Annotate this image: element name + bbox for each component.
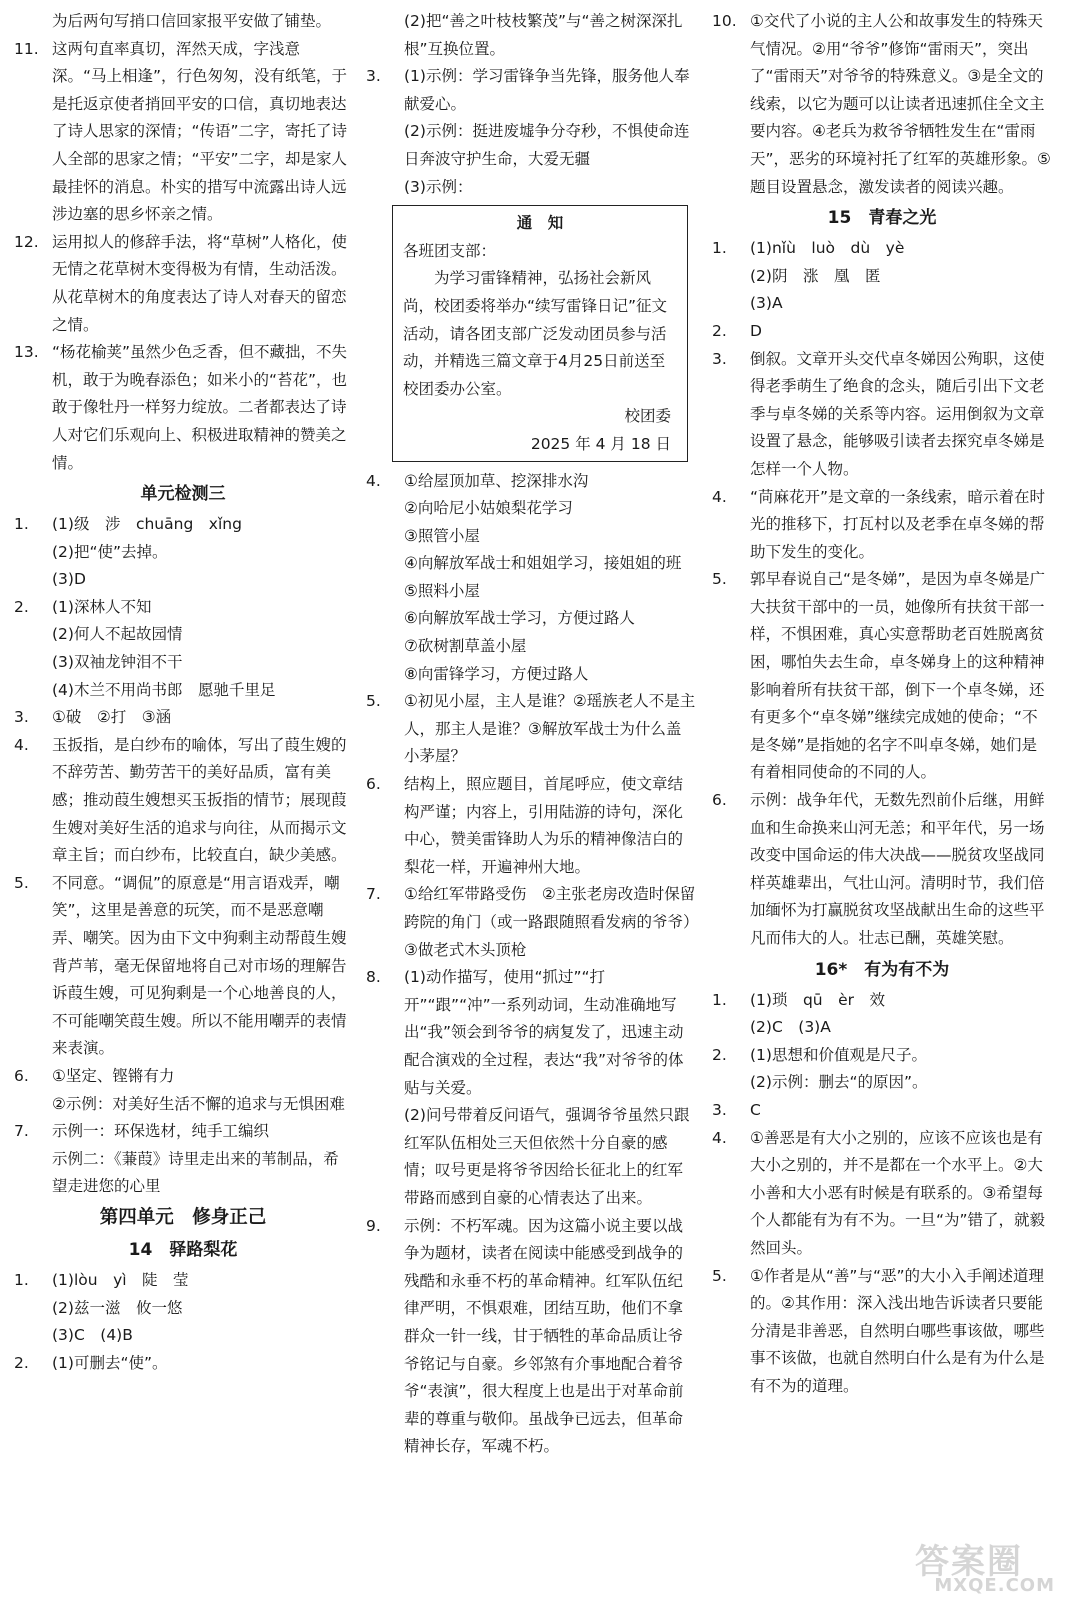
answer-line: ①善恶是有大小之别的，应该不应该也是有大小之别的，并不是都在一个水平上。②大小善和大小恶有时候是有联系的。③希望每个人都能有为有不为。一旦“为”错了，就毅然回头。: [750, 1128, 1046, 1257]
answer-item: [14, 1118, 352, 1201]
answer-line: (2)把“善之叶枝枝繁茂”与“善之树深深扎根”互换位置。: [404, 12, 683, 58]
notice-body: 为学习雷锋精神，弘扬社会新风尚，校团委将举办“续写雷锋日记”征文活动，请各团支部广泛发动团员参与活动，并精选三篇文章于4月25日前送至校团委办公室。: [403, 269, 668, 398]
section-heading: 15 青春之光: [827, 208, 937, 229]
answer-item: [14, 1267, 352, 1350]
answer-line: ①破 ②打 ③涵: [52, 708, 172, 727]
answer-item: [712, 1042, 1052, 1097]
answer-item: [712, 566, 1052, 787]
answer-body: [750, 346, 1052, 484]
answer-column-middle: [366, 8, 707, 1461]
answer-body: [52, 36, 352, 229]
answer-line: (2)问号带着反问语气，强调爷爷虽然只跟红军队伍相处三天但依然十分自豪的感情；叹号更是将爷爷因给长征北上的红军带路而感到自豪的心情表达了出来。: [404, 1106, 690, 1207]
answer-line: (1)级 涉 chuāng xǐng: [52, 515, 242, 534]
answer-line: ①交代了小说的主人公和故事发生的特殊天气情况。②用“爷爷”修饰“雷雨天”，突出了“雷雨天”对爷爷的特殊意义。③是全文的线索，以它为题可以让读者迅速抓住全文主要内容。④老兵为救爷爷牺牲发生在“雷雨天”，恶劣的环境衬托了红军的英雄形象。⑤题目设置悬念，激发读者的阅读兴趣。: [750, 12, 1051, 196]
answer-item: [14, 1350, 352, 1378]
answer-item: [366, 881, 707, 964]
section-heading: 第四单元 修身正己: [99, 1206, 267, 1228]
answer-body: [404, 771, 696, 881]
answer-line: ①给屋顶加草、挖深排水沟: [404, 471, 589, 490]
answer-item: [366, 1213, 696, 1461]
question-number: 8.: [366, 968, 381, 987]
answer-body: [404, 63, 696, 201]
answer-item: [366, 964, 696, 1212]
answer-item: [14, 704, 352, 732]
answer-line: ⑥向解放军战士学习，方便过路人: [404, 609, 635, 628]
answer-line: (2)C (3)A: [750, 1018, 831, 1037]
answer-body: [52, 339, 352, 477]
answer-body: [750, 1125, 1052, 1263]
answer-line: ①初见小屋，主人是谁？②瑶族老人不是主人，那主人是谁？③解放军战士为什么盖小茅屋？: [404, 692, 696, 766]
answer-line: 这两句直率真切，浑然天成，字浅意深。“马上相逢”，行色匆匆，没有纸笔，于是托返京使者捎回平安的口信，真切地表达了诗人思家的深情；“传语”二字，寄托了诗人全部的思家之情；“平安”二字，却是家人最挂怀的消息。朴实的措写中流露出诗人远涉边塞的思乡怀亲之情。: [52, 39, 348, 224]
answer-body: [750, 8, 1052, 201]
answer-body: [404, 964, 696, 1212]
answer-line: (2)示例：挺进废墟争分夺秒，不惧使命连日奔波守护生命，大爱无疆: [404, 122, 690, 168]
question-number: 11.: [14, 39, 39, 58]
answer-line: (1)动作描写，使用“抓过”“打开”“跟”“冲”一系列动词，生动准确地写出“我”领会到爷爷的病复发了，迅速主动配合演戏的全过程，表达“我”对爷爷的体贴与关爱。: [404, 968, 684, 1097]
answer-body: [52, 229, 352, 339]
answer-body: [750, 318, 1052, 346]
answer-body: [52, 1267, 352, 1350]
answer-line: ⑦砍树割草盖小屋: [404, 637, 527, 656]
answer-line: 不同意。“调侃”的原意是“用言语戏弄，嘲笑”，这里是善意的玩笑，而不是恶意嘲弄、嘲笑。因为由下文中狗剩主动帮葭生嫂背芦苇，毫无保留地将自己对市场的理解告诉葭生嫂，可见狗剩是一个心地善良的人，不可能嘲笑葭生嫂。所以不能用嘲弄的表情来表演。: [52, 873, 347, 1058]
question-number: [14, 8, 52, 36]
answer-item: [14, 339, 352, 477]
answer-body: [52, 8, 352, 36]
answer-line: 结构上，照应题目，首尾呼应，使文章结构严谨；内容上，引用陆游的诗句，深化中心，赞美雷锋助人为乐的精神像洁白的梨花一样，开遍神州大地。: [404, 775, 684, 876]
answer-item: [366, 771, 696, 881]
answer-line: ①作者是从“善”与“恶”的大小入手阐述道理的。②其作用：深入浅出地告诉读者只要能分清是非善恶，自然明白哪些事该做，哪些事不该做，也就自然明白什么是有为什么是有不为的道理。: [750, 1266, 1045, 1395]
answer-item: [712, 484, 1052, 567]
question-number: 10.: [712, 12, 737, 30]
question-number: 4.: [712, 487, 727, 506]
answer-body: [52, 1350, 352, 1378]
notice-title: 通 知: [516, 214, 564, 233]
answer-line: (1)深林人不知: [52, 597, 152, 616]
answer-body: [750, 1263, 1052, 1401]
answer-item: [712, 987, 1052, 1042]
question-number: 12.: [14, 232, 39, 251]
watermark-url: MXQE.COM: [934, 1575, 1055, 1596]
question-number: 7.: [14, 1122, 29, 1141]
answer-item: [712, 1263, 1052, 1401]
question-number: 2.: [712, 1045, 727, 1064]
answer-line: 示例二：《蒹葭》诗里走出来的苇制品，希望走进您的心里: [52, 1149, 339, 1196]
answer-body: [750, 484, 1052, 567]
answer-line: 倒叙。文章开头交代卓冬娣因公殉职，这使得老季萌生了绝食的念头，随后引出下文老季与卓冬娣的关系等内容。运用倒叙为文章设置了悬念，能够吸引读者去探究卓冬娣是怎样一个人物。: [750, 349, 1045, 478]
answer-line: 运用拟人的修辞手法，将“草树”人格化，使无情之花草树木变得极为有情，生动活泼。从花草树木的角度表达了诗人对春天的留恋之情。: [52, 232, 348, 334]
answer-item: [712, 1097, 1052, 1125]
answer-line: (1)示例：学习雷锋争当先锋，服务他人奉献爱心。: [404, 67, 690, 113]
answer-item: [712, 787, 1052, 953]
answer-column-left: [14, 8, 352, 1377]
answer-body: [404, 468, 696, 689]
answer-line: (3)D: [52, 570, 86, 589]
answer-item: [366, 8, 696, 63]
answer-line: (1)思想和价值观是尺子。: [750, 1045, 927, 1064]
question-number: 4.: [712, 1128, 727, 1147]
answer-item: [14, 8, 352, 36]
answer-line: “苘麻花开”是文章的一条线索，暗示着在时光的推移下，打瓦村以及老季在卓冬娣的帮助下发生的变化。: [750, 487, 1046, 561]
answer-line: (1)琐 qū èr 效: [750, 990, 886, 1009]
answer-body: [52, 704, 352, 732]
answer-line: 示例：战争年代，无数先烈前仆后继，用鲜血和生命换来山河无恙；和平年代，另一场改变中国命运的伟大决战——脱贫攻坚战同样英雄辈出，气壮山河。清明时节，我们倍加缅怀为打赢脱贫攻坚战献出生命的这些平凡而伟大的人。壮志已酬，英雄笑慰。: [750, 791, 1045, 947]
answer-line: ④向解放军战士和姐姐学习，接姐姐的班: [404, 554, 682, 573]
answer-body: [750, 787, 1052, 953]
answer-line: 示例：不朽军魂。因为这篇小说主要以战争为题材，读者在阅读中能感受到战争的残酷和永垂不朽的革命精神。红军队伍纪律严明，不惧艰难，团结互助，他们不拿群众一针一线，甘于牺牲的革命品质让爷爷铭记与自豪。乡邻煞有介事地配合着爷爷“表演”，很大程度上也是出于对革命前辈的尊重与敬仰。虽战争已远去，但革命精神长存，军魂不朽。: [404, 1216, 684, 1456]
question-number: 5.: [14, 873, 29, 892]
notice-box: [392, 205, 688, 461]
section-heading: 16* 有为有不为: [814, 959, 950, 980]
answer-body: [52, 870, 352, 1063]
answer-body: [52, 594, 352, 704]
answer-body: [52, 1118, 352, 1201]
answer-line: D: [750, 321, 762, 340]
answer-line: “杨花榆荚”虽然少色乏香，但不藏拙，不失机，敢于为晚春添色；如米小的“苔花”，也敢于像牡丹一样努力绽放。二者都表达了诗人对它们乐观向上、积极进取精神的赞美之情。: [52, 343, 348, 472]
question-number: 1.: [712, 239, 727, 258]
question-number: 4.: [366, 471, 381, 490]
answer-line: 示例一：环保选材，纯手工编织: [52, 1122, 270, 1141]
answer-line: (1)nǐù luò dù yè: [750, 239, 905, 258]
answer-line: ①给红军带路受伤 ②主张老房改造时保留跨院的角门（或一路跟随照看发病的爷爷） ③做老式木头顶枪: [404, 885, 707, 959]
answer-line: 玉扳指，是白纱布的喻体，写出了葭生嫂的不辞劳苦、勤劳苦干的美好品质，富有美感；推动葭生嫂想买玉扳指的情节；展现葭生嫂对美好生活的追求与向往，从而揭示文章主旨；而白纱布，比较直白，缺少美感。: [52, 735, 347, 865]
question-number: 3.: [14, 708, 29, 727]
answer-body: [750, 1097, 1052, 1125]
question-number: [366, 8, 404, 63]
answer-line: (3)A: [750, 294, 783, 313]
answer-body: [404, 688, 696, 771]
question-number: 1.: [14, 1270, 29, 1289]
question-number: 9.: [366, 1216, 381, 1235]
answer-line: (2)何人不起故园情: [52, 625, 183, 644]
answer-line: C: [750, 1100, 761, 1119]
answer-line: (3)双袖龙钟泪不干: [52, 653, 183, 672]
answer-body: [750, 566, 1052, 787]
question-number: 6.: [366, 775, 381, 794]
answer-line: (2)阴 涨 凰 匿: [750, 266, 881, 285]
question-number: 6.: [712, 791, 727, 810]
answer-line: (2)把“使”去掉。: [52, 542, 168, 561]
answer-item: [712, 235, 1052, 318]
question-number: 3.: [366, 67, 381, 86]
question-number: 2.: [14, 597, 29, 616]
question-number: 5.: [366, 692, 381, 711]
answer-line: ⑤照料小屋: [404, 581, 480, 600]
answer-line: ①坚定、铿锵有力: [52, 1066, 175, 1085]
question-number: 5.: [712, 1266, 727, 1285]
answer-item: [712, 346, 1052, 484]
answer-body: [404, 8, 696, 63]
answer-line: ②示例：对美好生活不懈的追求与无惧困难: [52, 1094, 345, 1113]
answer-item: [14, 511, 352, 594]
question-number: 6.: [14, 1066, 29, 1085]
answer-item: [712, 8, 1052, 201]
notice-date: 2025 年 4 月 18 日: [530, 434, 671, 453]
answer-line: (2)示例：删去“的原因”。: [750, 1073, 928, 1092]
answer-body: [404, 1213, 696, 1461]
question-number: 5.: [712, 570, 727, 589]
answer-line: (3)示例：: [404, 177, 473, 196]
answer-item: [366, 468, 696, 689]
answer-line: (2)兹一滋 攸一悠: [52, 1298, 183, 1317]
answer-body: [52, 511, 352, 594]
answer-line: ②向哈尼小姑娘梨花学习: [404, 499, 573, 518]
answer-item: [366, 63, 696, 201]
answer-item: [366, 688, 696, 771]
question-number: 7.: [366, 885, 381, 904]
answer-line: (4)木兰不用尚书郎 愿驰千里足: [52, 680, 276, 699]
notice-recipient: 各班团支部：: [403, 241, 497, 260]
answer-item: [14, 732, 352, 870]
answer-line: ③照管小屋: [404, 526, 480, 545]
answer-line: ⑧向雷锋学习，方便过路人: [404, 664, 589, 683]
answer-body: [750, 1042, 1052, 1097]
answer-line: (1)可删去“使”。: [52, 1353, 168, 1372]
answer-item: [712, 1125, 1052, 1263]
section-heading: 单元检测三: [140, 484, 226, 505]
answer-line: 郭早春说自己“是冬娣”，是因为卓冬娣是广大扶贫干部中的一员，她像所有扶贫干部一样，不惧困难，真心实意帮助老百姓脱离贫困，哪怕失去生命，卓冬娣身上的这种精神影响着所有扶贫干部，倒下一个卓冬娣，还有更多个“卓冬娣”继续完成她的使命；“不是冬娣”是指她的名字不叫卓冬娣，她们是有着相同使命的不同的人。: [750, 570, 1046, 782]
question-number: 13.: [14, 343, 39, 362]
answer-item: [712, 318, 1052, 346]
question-number: 2.: [14, 1353, 29, 1372]
answer-body: [52, 732, 352, 870]
answer-line: (3)C (4)B: [52, 1326, 133, 1345]
question-number: 1.: [712, 990, 727, 1009]
answer-item: [14, 36, 352, 229]
answer-item: [14, 870, 352, 1063]
answer-body: [750, 235, 1052, 318]
answer-body: [404, 881, 707, 964]
section-heading: 14 驿路梨花: [128, 1239, 238, 1260]
question-number: 2.: [712, 321, 727, 340]
answer-item: [14, 1063, 352, 1118]
notice-signature: 校团委: [624, 407, 671, 426]
answer-item: [14, 229, 352, 339]
question-number: 3.: [712, 349, 727, 368]
watermark-text: 答案圈: [915, 1542, 1023, 1582]
answer-line: 为后两句写捎口信回家报平安做了铺垫。: [52, 12, 332, 30]
question-number: 3.: [712, 1100, 727, 1119]
answer-body: [52, 1063, 352, 1118]
answer-line: (1)lòu yì 陡 莹: [52, 1270, 189, 1289]
site-watermark: [863, 1536, 1063, 1596]
question-number: 4.: [14, 735, 29, 754]
answer-body: [750, 987, 1052, 1042]
answer-item: [14, 594, 352, 704]
question-number: 1.: [14, 515, 29, 534]
answer-column-right: [712, 8, 1052, 1401]
